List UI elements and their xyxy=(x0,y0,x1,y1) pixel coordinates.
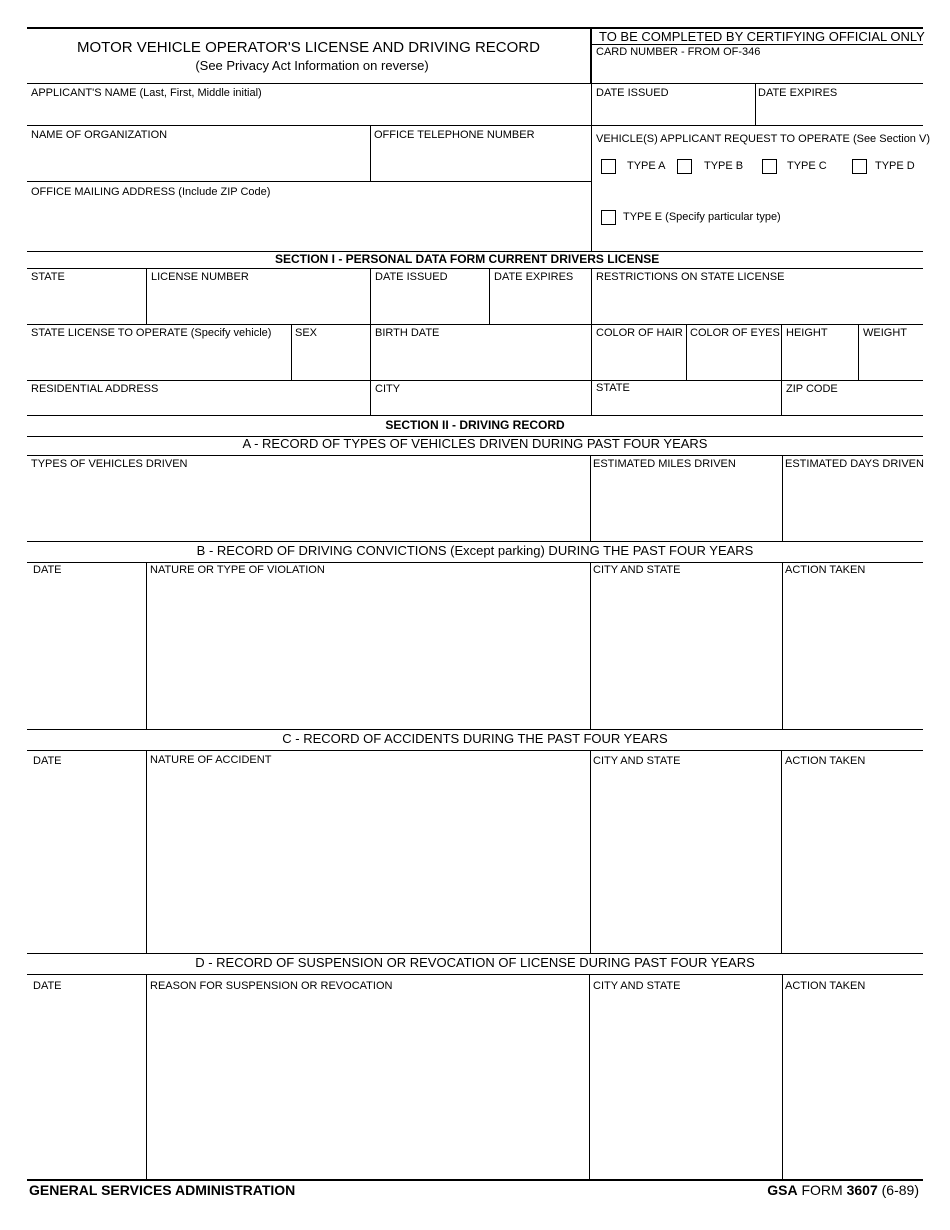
height-input[interactable] xyxy=(786,352,852,374)
agency-name: GENERAL SERVICES ADMINISTRATION xyxy=(29,1182,296,1198)
accident-city-state-input[interactable] xyxy=(593,772,777,948)
license-state-label: STATE xyxy=(31,271,65,283)
city-input[interactable] xyxy=(375,397,585,413)
organization-label: NAME OF ORGANIZATION xyxy=(31,129,168,141)
accident-action-label: ACTION TAKEN xyxy=(785,755,866,767)
form-id xyxy=(767,1182,919,1198)
zip-code-label: ZIP CODE xyxy=(786,383,838,395)
card-number-label: CARD NUMBER - FROM OF-346 xyxy=(596,46,761,58)
accident-nature-label: NATURE OF ACCIDENT xyxy=(150,754,272,766)
record-d-title: D - RECORD OF SUSPENSION OR REVOCATION OF LICENSE DURING PAST FOUR YEARS xyxy=(195,955,755,970)
birth-date-input[interactable] xyxy=(375,352,585,374)
miles-driven-label: ESTIMATED MILES DRIVEN xyxy=(593,458,736,470)
city-label: CITY xyxy=(375,383,401,395)
hair-color-input[interactable] xyxy=(596,352,681,374)
mailing-address-label: OFFICE MAILING ADDRESS (Include ZIP Code) xyxy=(31,186,271,198)
conviction-date-label: DATE xyxy=(33,564,62,576)
license-date-issued-label: DATE ISSUED xyxy=(375,271,448,283)
accident-date-label: DATE xyxy=(33,755,62,767)
accident-city-state-label: CITY AND STATE xyxy=(593,755,681,767)
license-state-input[interactable] xyxy=(31,296,141,318)
license-date-expires-label: DATE EXPIRES xyxy=(494,271,574,283)
record-b-title: B - RECORD OF DRIVING CONVICTIONS (Except parking) DURING THE PAST FOUR YEARS xyxy=(196,543,754,558)
certifying-official-heading: TO BE COMPLETED BY CERTIFYING OFFICIAL ONLY xyxy=(599,29,925,44)
record-c-title: C - RECORD OF ACCIDENTS DURING THE PAST FOUR YEARS xyxy=(282,731,668,746)
conviction-city-state-label: CITY AND STATE xyxy=(593,564,681,576)
weight-label: WEIGHT xyxy=(863,327,907,339)
miles-driven-input[interactable] xyxy=(593,474,777,536)
vehicles-request-label: VEHICLE(S) APPLICANT REQUEST TO OPERATE (See Section V) xyxy=(596,133,930,145)
residential-address-label: RESIDENTIAL ADDRESS xyxy=(31,383,159,395)
violation-nature-label: NATURE OR TYPE OF VIOLATION xyxy=(150,564,325,576)
cert-date-expires-input[interactable] xyxy=(758,103,918,121)
type-c-checkbox[interactable] xyxy=(762,159,777,174)
cert-date-expires-label: DATE EXPIRES xyxy=(758,87,838,99)
form-id-gsa: GSA xyxy=(767,1182,798,1198)
days-driven-input[interactable] xyxy=(785,474,919,536)
license-to-operate-input[interactable] xyxy=(31,352,286,374)
accident-nature-input[interactable] xyxy=(150,772,585,948)
section-1-title: SECTION I - PERSONAL DATA FORM CURRENT DRIVERS LICENSE xyxy=(275,252,660,266)
cert-date-issued-label: DATE ISSUED xyxy=(596,87,669,99)
residence-state-label: STATE xyxy=(596,382,630,394)
type-b-label: TYPE B xyxy=(704,160,744,172)
type-a-label: TYPE A xyxy=(627,160,666,172)
card-number-input[interactable] xyxy=(596,62,916,80)
restrictions-label: RESTRICTIONS ON STATE LICENSE xyxy=(596,271,785,283)
zip-code-input[interactable] xyxy=(786,397,918,413)
license-to-operate-label: STATE LICENSE TO OPERATE (Specify vehicle) xyxy=(31,327,272,339)
type-e-checkbox[interactable] xyxy=(601,210,616,225)
form-id-number: 3607 xyxy=(846,1182,878,1198)
conviction-action-label: ACTION TAKEN xyxy=(785,564,866,576)
residential-address-input[interactable] xyxy=(31,397,365,413)
license-date-expires-input[interactable] xyxy=(494,296,586,318)
suspension-city-state-input[interactable] xyxy=(593,996,777,1174)
suspension-action-label: ACTION TAKEN xyxy=(785,980,866,992)
form-id-date: (6-89) xyxy=(881,1182,919,1198)
restrictions-input[interactable] xyxy=(596,296,916,318)
weight-input[interactable] xyxy=(863,352,918,374)
suspension-reason-label: REASON FOR SUSPENSION OR REVOCATION xyxy=(150,980,393,992)
residence-state-input[interactable] xyxy=(596,397,776,413)
type-b-checkbox[interactable] xyxy=(677,159,692,174)
office-phone-input[interactable] xyxy=(374,150,584,172)
applicant-name-label: APPLICANT'S NAME (Last, First, Middle initial) xyxy=(31,87,262,99)
suspension-date-input[interactable] xyxy=(31,996,141,1174)
height-label: HEIGHT xyxy=(786,327,828,339)
license-number-label: LICENSE NUMBER xyxy=(151,271,249,283)
mailing-address-input[interactable] xyxy=(31,204,581,246)
license-number-input[interactable] xyxy=(151,296,365,318)
form-subtitle: (See Privacy Act Information on reverse) xyxy=(195,58,429,73)
days-driven-label: ESTIMATED DAYS DRIVEN xyxy=(785,458,924,470)
form-id-word: FORM xyxy=(801,1182,843,1198)
applicant-name-input[interactable] xyxy=(31,103,581,121)
suspension-date-label: DATE xyxy=(33,980,62,992)
hair-color-label: COLOR OF HAIR xyxy=(596,327,683,339)
eye-color-label: COLOR OF EYES xyxy=(690,327,780,339)
birth-date-label: BIRTH DATE xyxy=(375,327,440,339)
license-date-issued-input[interactable] xyxy=(375,296,483,318)
eye-color-input[interactable] xyxy=(690,352,776,374)
office-phone-label: OFFICE TELEPHONE NUMBER xyxy=(374,129,535,141)
suspension-city-state-label: CITY AND STATE xyxy=(593,980,681,992)
type-a-checkbox[interactable] xyxy=(601,159,616,174)
suspension-action-input[interactable] xyxy=(785,996,919,1174)
cert-date-issued-input[interactable] xyxy=(596,103,748,121)
section-2-title: SECTION II - DRIVING RECORD xyxy=(385,418,565,432)
type-d-label: TYPE D xyxy=(875,160,915,172)
record-a-title: A - RECORD OF TYPES OF VEHICLES DRIVEN DURING PAST FOUR YEARS xyxy=(242,436,708,451)
accident-date-input[interactable] xyxy=(31,772,141,948)
suspension-reason-input[interactable] xyxy=(150,996,584,1174)
vehicle-types-label: TYPES OF VEHICLES DRIVEN xyxy=(31,458,188,470)
sex-label: SEX xyxy=(295,327,318,339)
conviction-city-state-input[interactable] xyxy=(593,580,777,725)
violation-nature-input[interactable] xyxy=(150,580,585,725)
sex-input[interactable] xyxy=(295,352,365,374)
type-c-label: TYPE C xyxy=(787,160,827,172)
type-d-checkbox[interactable] xyxy=(852,159,867,174)
organization-input[interactable] xyxy=(31,150,363,172)
type-e-label: TYPE E (Specify particular type) xyxy=(623,211,781,223)
conviction-action-input[interactable] xyxy=(785,580,919,725)
vehicle-types-input[interactable] xyxy=(31,474,584,536)
conviction-date-input[interactable] xyxy=(31,580,141,725)
form-title: MOTOR VEHICLE OPERATOR'S LICENSE AND DRIVING RECORD xyxy=(77,39,540,56)
accident-action-input[interactable] xyxy=(785,772,919,948)
